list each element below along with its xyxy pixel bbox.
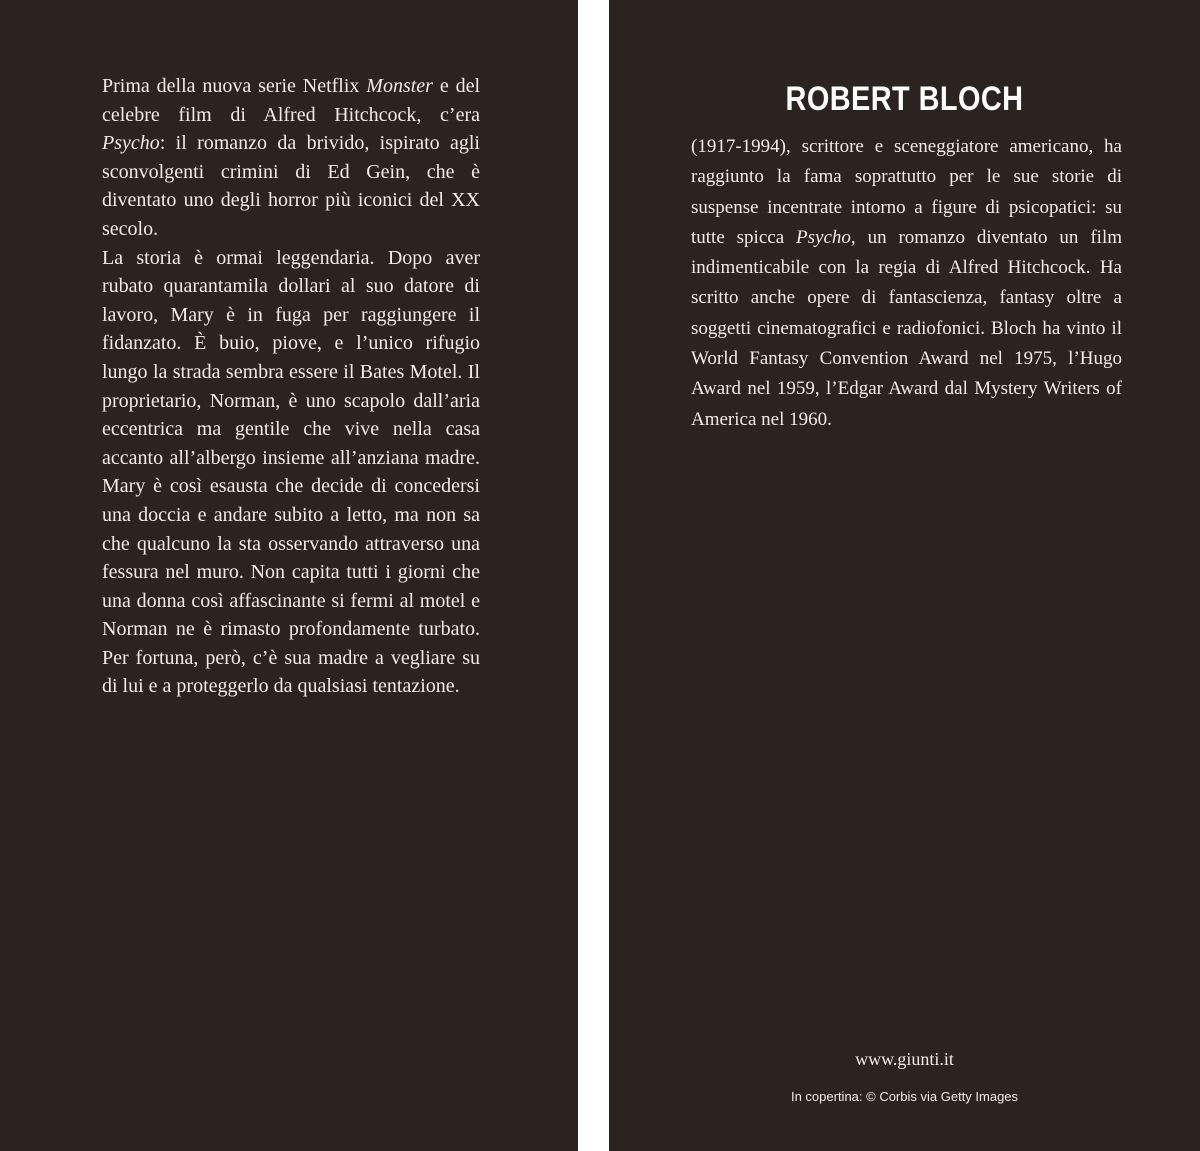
synopsis-paragraph-2: La storia è ormai leggendaria. Dopo aver rubato quarantamila dollari al suo datore di lavoro, Mary è in fuga per raggiungere il fidanzato. È buio, piove, e l’unico rifugio lungo la strada sembra essere il Bates Motel. Il proprietario, Norman, è uno scapolo dall’aria eccentrica ma gentile che vive nella casa accanto all’albergo insieme all’anziana madre. Mary è così esausta che decide di concedersi una doccia e andare subito a letto, ma non sa che qualcuno la sta osservando attraverso una fessura nel muro. Non capita tutti i giorni che una donna così affascinante si fermi al motel e Norman ne è rimasto profondamente turbato. Per fortuna, però, c’è sua madre a vegliare su di lui e a proteggerlo da qualsiasi tentazione. (102, 246, 480, 698)
right-flap (609, 0, 1200, 1151)
left-flap (0, 0, 578, 1151)
author-name: ROBERT BLOCH (785, 80, 1024, 118)
synopsis (102, 72, 480, 701)
book-title-italic: Psycho (796, 226, 851, 248)
synopsis-paragraph-1 (102, 72, 480, 244)
publisher-website: www.giunti.it (855, 1049, 954, 1069)
synopsis-text: Prima della nuova serie Netflix (102, 75, 367, 97)
synopsis-text: e del celebre film di Alfred Hitchcock, c’era (102, 75, 481, 126)
cover-credit: In copertina: © Corbis via Getty Images (790, 1089, 1019, 1104)
book-title-italic: Psycho (102, 132, 160, 155)
author-bio (691, 132, 1122, 435)
bio-text: , un romanzo diventato un film indimenticabile con la regia di Alfred Hitchcock. Ha scritto anche opere di fantascienza, fantasy oltre a soggetti cinematografici e radiofonici. Bloch ha vinto il World Fantasy Convention Award nel 1975, l’Hugo Award nel 1959, l’Edgar Award dal Mystery Writers of America nel 1960. (691, 226, 1122, 430)
synopsis-text: : il romanzo da brivido, ispirato agli sconvolgenti crimini di Ed Gein, che è diventato uno degli horror più iconici del XX secolo. (102, 132, 480, 240)
series-title-italic: Monster (366, 75, 433, 97)
bio-text: (1917-1994), scrittore e sceneggiatore americano, ha raggiunto la fama soprattutto per le sue storie di suspense incentrate intorno a figure di psicopatici: su tutte spicca (691, 136, 1122, 248)
